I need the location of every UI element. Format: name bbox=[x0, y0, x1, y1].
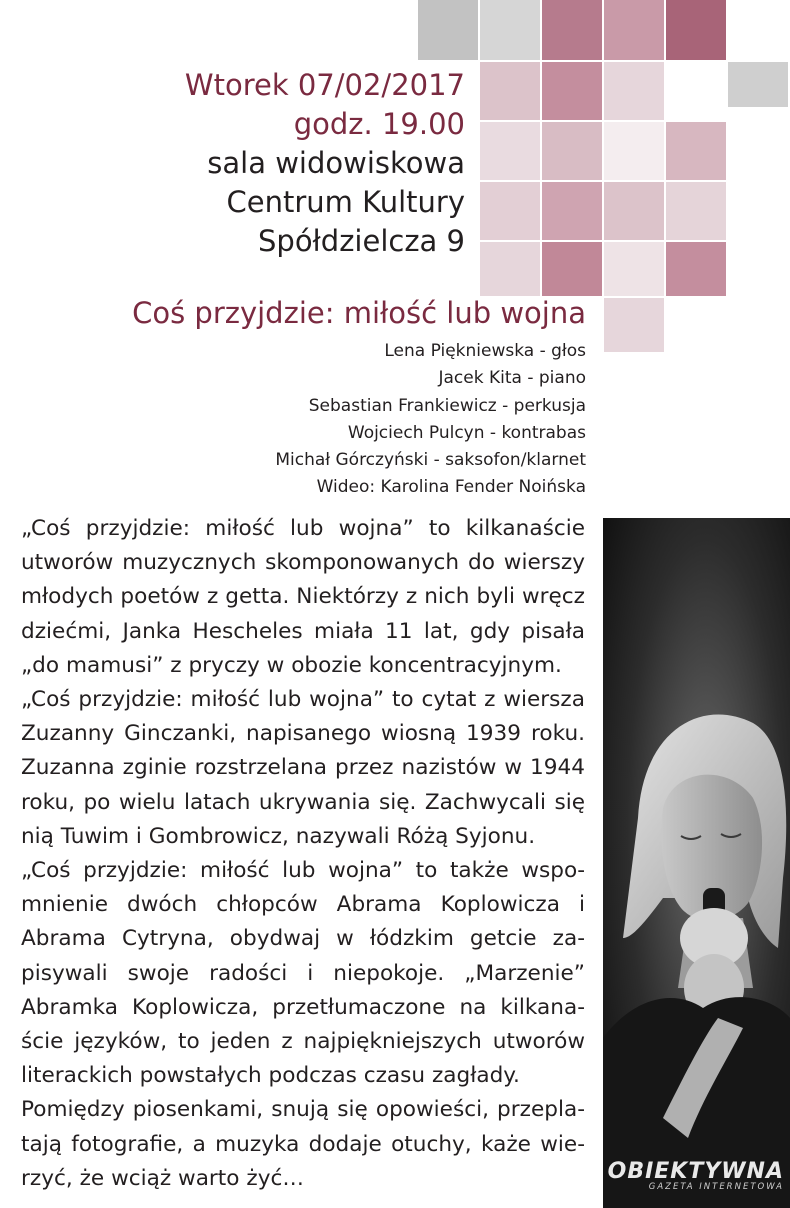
mosaic-cell bbox=[604, 182, 664, 240]
event-info bbox=[185, 66, 465, 261]
mosaic-cell bbox=[604, 62, 664, 120]
mosaic-cell bbox=[542, 62, 602, 120]
event-date: Wtorek 07/02/2017 bbox=[184, 68, 465, 102]
concert-title: Coś przyjdzie: miłość lub wojna bbox=[132, 296, 586, 330]
watermark-logo bbox=[603, 1159, 790, 1192]
mosaic-cell bbox=[542, 242, 602, 296]
credit-item: Wideo: Karolina Fender Noińska bbox=[316, 477, 586, 498]
mosaic-cell bbox=[604, 122, 664, 180]
mosaic-cell bbox=[666, 182, 726, 240]
event-address: Spółdzielcza 9 bbox=[258, 224, 465, 258]
credit-item: Wojciech Pulcyn - kontrabas bbox=[347, 422, 586, 443]
mosaic-cell bbox=[604, 0, 664, 60]
mosaic-cell bbox=[542, 0, 602, 60]
description-paragraph: „Coś przyjdzie: miłość lub wojna” to cytat z wiersza Zuzanny Ginczanki, napisanego wiosną 1939 roku. Zuzanna zginie rozstrzelana przez nazistów w 1944 roku, po wielu latach ukrywania się. Zachwycali się nią Tuwim i Gombrowicz, nazywali Różą Syjonu. bbox=[21, 687, 585, 849]
credit-item: Sebastian Frankiewicz - perkusja bbox=[308, 395, 586, 416]
mosaic-cell bbox=[480, 242, 540, 296]
description-paragraph: Pomiędzy piosenkami, snują się opowieści, przeplatają fotografie, a muzyka dodaje otuchy, każe wierzyć, że wciąż warto żyć… bbox=[21, 1097, 585, 1191]
description-paragraph: „Coś przyjdzie: miłość lub wojna” to kilkanaście utworów muzycznych skomponowanych do wierszy młodych poetów z getta. Niektórzy z nich byli wręcz dziećmi, Janka Hescheles miała 11 lat, gdy pisała „do mamusi” z pryczy w obozie koncentracyjnym. bbox=[21, 516, 585, 678]
mosaic-cell bbox=[604, 298, 664, 352]
mosaic-cell bbox=[666, 242, 726, 296]
description bbox=[21, 512, 585, 1196]
mosaic-cell bbox=[604, 242, 664, 296]
mosaic-cell bbox=[666, 122, 726, 180]
event-venue: sala widowiskowa bbox=[207, 146, 465, 180]
watermark-tagline: GAZETA INTERNETOWA bbox=[648, 1182, 784, 1192]
mosaic-cell bbox=[480, 0, 540, 60]
mosaic-cell bbox=[666, 0, 726, 60]
credits-list bbox=[275, 338, 586, 502]
event-time: godz. 19.00 bbox=[293, 107, 465, 141]
mosaic-cell bbox=[666, 62, 726, 112]
credit-item: Michał Górczyński - saksofon/klarnet bbox=[275, 450, 586, 471]
mosaic-cell bbox=[728, 62, 788, 107]
watermark-brand: OBIEKTYWNA bbox=[607, 1159, 784, 1184]
mosaic-cell bbox=[480, 182, 540, 240]
credit-item: Jacek Kita - piano bbox=[438, 368, 586, 389]
mosaic-cell bbox=[542, 182, 602, 240]
mosaic-cell bbox=[542, 122, 602, 180]
event-place: Centrum Kultury bbox=[226, 185, 465, 219]
mosaic-cell bbox=[480, 62, 540, 120]
credit-item: Lena Piękniewska - głos bbox=[384, 341, 586, 361]
description-paragraph: „Coś przyjdzie: miłość lub wojna” to także wspomnienie dwóch chłopców Abrama Koplowicza i Abrama Cytryna, obydwaj w łódzkim getcie zapisywali swoje radości i niepokoje. „Marzenie” Abramka Koplowicza, przetłumaczone na kilkanaście języków, to jeden z najpiękniejszych utworów literackich powstałych podczas czasu zagłady. bbox=[21, 858, 585, 1089]
singer-photo bbox=[603, 518, 790, 1208]
mosaic-cell bbox=[418, 0, 478, 60]
mosaic-cell bbox=[480, 122, 540, 180]
